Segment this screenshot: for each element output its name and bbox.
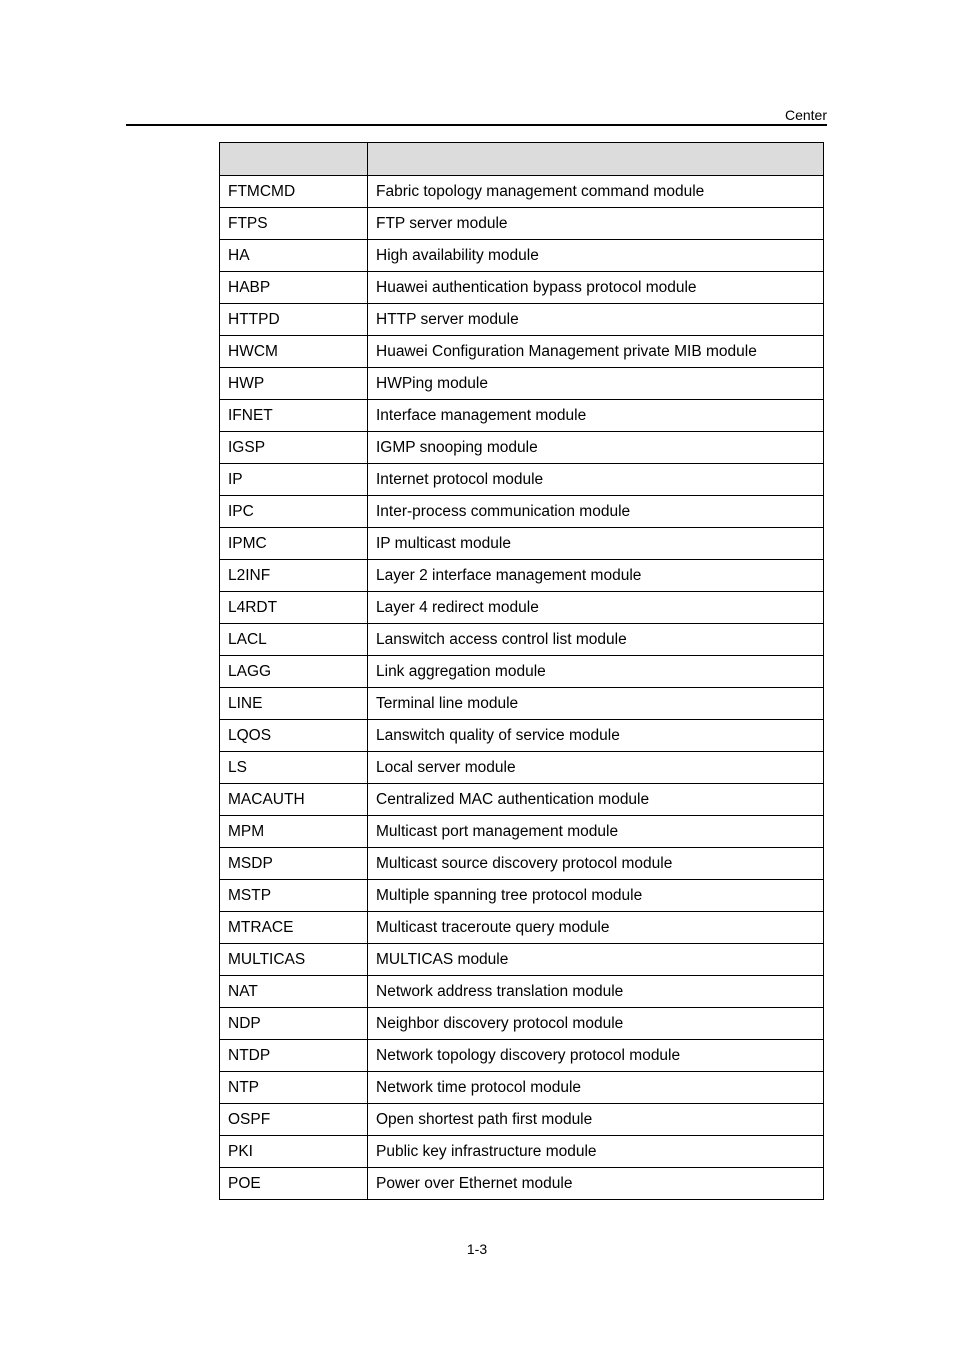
table-row [220, 752, 824, 784]
table-row [220, 208, 824, 240]
module-name-cell: HWP [220, 368, 368, 400]
module-description-cell: Lanswitch quality of service module [368, 720, 824, 752]
table-row [220, 624, 824, 656]
module-description-cell: Neighbor discovery protocol module [368, 1008, 824, 1040]
table-row [220, 688, 824, 720]
module-name-cell: NTDP [220, 1040, 368, 1072]
table-row [220, 240, 824, 272]
module-name-cell: HABP [220, 272, 368, 304]
module-name-cell: LS [220, 752, 368, 784]
table-row [220, 880, 824, 912]
module-name-cell: NTP [220, 1072, 368, 1104]
table-row [220, 272, 824, 304]
module-name-cell: IFNET [220, 400, 368, 432]
table-row [220, 1104, 824, 1136]
module-name-cell: FTPS [220, 208, 368, 240]
module-description-cell: High availability module [368, 240, 824, 272]
module-name-cell: L2INF [220, 560, 368, 592]
module-description-cell: Multiple spanning tree protocol module [368, 880, 824, 912]
module-name-cell: LAGG [220, 656, 368, 688]
table-row [220, 656, 824, 688]
module-description-cell: Huawei authentication bypass protocol module [368, 272, 824, 304]
module-description-cell: Layer 2 interface management module [368, 560, 824, 592]
module-description-cell: Internet protocol module [368, 464, 824, 496]
module-description-cell: Network address translation module [368, 976, 824, 1008]
module-description-cell: Network time protocol module [368, 1072, 824, 1104]
module-name-cell: IPC [220, 496, 368, 528]
page-number: 1-3 [466, 1241, 488, 1257]
module-name-cell: PKI [220, 1136, 368, 1168]
module-description-cell: Centralized MAC authentication module [368, 784, 824, 816]
module-name-cell: POE [220, 1168, 368, 1200]
table-body [220, 176, 824, 1200]
module-name-cell: MULTICAS [220, 944, 368, 976]
table-row [220, 976, 824, 1008]
table-row [220, 1136, 824, 1168]
module-description-cell: Multicast source discovery protocol module [368, 848, 824, 880]
table-row [220, 1008, 824, 1040]
table-row [220, 432, 824, 464]
module-description-cell: Link aggregation module [368, 656, 824, 688]
module-description-cell: Open shortest path first module [368, 1104, 824, 1136]
table-row [220, 304, 824, 336]
module-table [219, 142, 824, 1200]
table-row [220, 816, 824, 848]
module-name-cell: IP [220, 464, 368, 496]
module-name-cell: L4RDT [220, 592, 368, 624]
module-name-cell: MPM [220, 816, 368, 848]
module-name-cell: IGSP [220, 432, 368, 464]
module-description-cell: Network topology discovery protocol module [368, 1040, 824, 1072]
module-description-cell: IP multicast module [368, 528, 824, 560]
table-row [220, 592, 824, 624]
column-header-description [368, 143, 824, 176]
table-row [220, 560, 824, 592]
module-name-cell: IPMC [220, 528, 368, 560]
module-name-cell: MTRACE [220, 912, 368, 944]
module-description-cell: HTTP server module [368, 304, 824, 336]
module-name-cell: HTTPD [220, 304, 368, 336]
module-description-cell: MULTICAS module [368, 944, 824, 976]
module-name-cell: MACAUTH [220, 784, 368, 816]
module-name-cell: HA [220, 240, 368, 272]
module-name-cell: LQOS [220, 720, 368, 752]
module-description-cell: Inter-process communication module [368, 496, 824, 528]
module-name-cell: LACL [220, 624, 368, 656]
module-description-cell: FTP server module [368, 208, 824, 240]
module-description-cell: Public key infrastructure module [368, 1136, 824, 1168]
module-description-cell: Lanswitch access control list module [368, 624, 824, 656]
module-description-cell: Huawei Configuration Management private MIB module [368, 336, 824, 368]
module-description-cell: IGMP snooping module [368, 432, 824, 464]
table-row [220, 176, 824, 208]
column-header-module [220, 143, 368, 176]
module-description-cell: Fabric topology management command module [368, 176, 824, 208]
table-row [220, 336, 824, 368]
table-row [220, 1040, 824, 1072]
module-name-cell: FTMCMD [220, 176, 368, 208]
module-name-cell: OSPF [220, 1104, 368, 1136]
module-description-cell: Power over Ethernet module [368, 1168, 824, 1200]
module-name-cell: NDP [220, 1008, 368, 1040]
table-row [220, 400, 824, 432]
table-row [220, 1168, 824, 1200]
module-name-cell: HWCM [220, 336, 368, 368]
table-row [220, 784, 824, 816]
module-description-cell: Multicast traceroute query module [368, 912, 824, 944]
module-name-cell: MSDP [220, 848, 368, 880]
table-row [220, 368, 824, 400]
running-header: Center [784, 107, 827, 123]
table-row [220, 528, 824, 560]
module-description-cell: Interface management module [368, 400, 824, 432]
table-row [220, 944, 824, 976]
module-description-cell: Layer 4 redirect module [368, 592, 824, 624]
module-description-cell: Local server module [368, 752, 824, 784]
module-name-cell: MSTP [220, 880, 368, 912]
table-row [220, 720, 824, 752]
module-description-cell: Multicast port management module [368, 816, 824, 848]
table-header-row [220, 143, 824, 176]
module-description-cell: Terminal line module [368, 688, 824, 720]
table-row [220, 912, 824, 944]
module-name-cell: NAT [220, 976, 368, 1008]
table-row [220, 496, 824, 528]
module-name-cell: LINE [220, 688, 368, 720]
table-row [220, 1072, 824, 1104]
table-row [220, 464, 824, 496]
module-description-cell: HWPing module [368, 368, 824, 400]
table-row [220, 848, 824, 880]
header-rule [126, 124, 827, 126]
